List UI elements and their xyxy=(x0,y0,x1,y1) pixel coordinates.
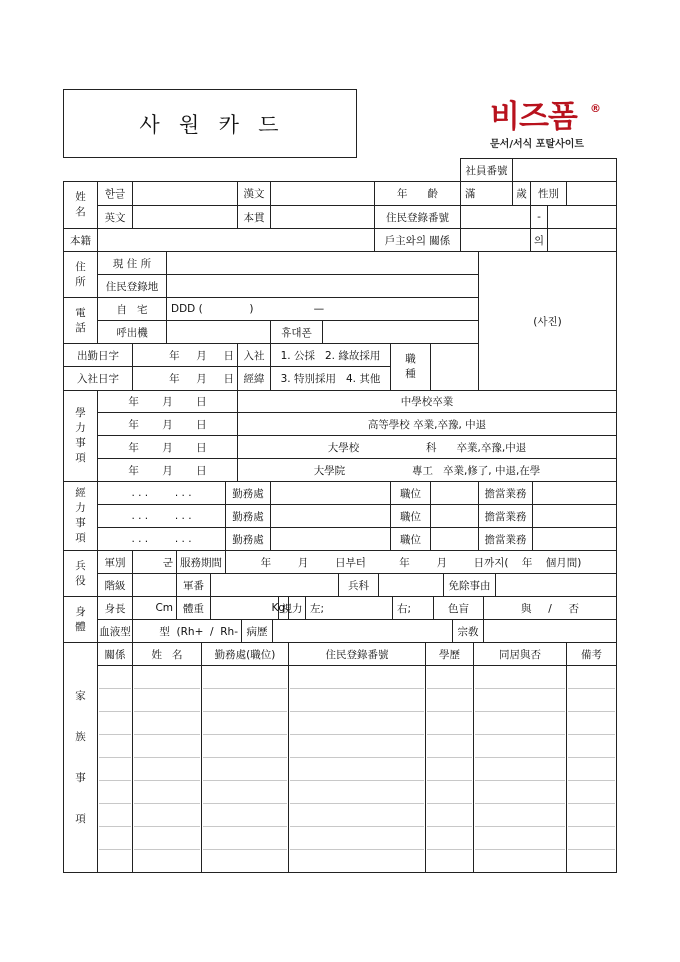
military-label xyxy=(63,550,98,597)
gender-label-text: 性別 xyxy=(538,188,559,200)
education-date-field[interactable] xyxy=(97,435,238,459)
serial-label-text: 軍番 xyxy=(183,579,204,592)
family-row-divider xyxy=(427,757,472,758)
family-row-divider xyxy=(290,734,424,735)
join-route-label-2 xyxy=(237,366,271,391)
family-row-divider xyxy=(134,757,200,758)
join-route-options-1 xyxy=(270,343,391,367)
weight-label-text: 體重 xyxy=(183,602,204,615)
household-relation-label xyxy=(374,228,461,252)
pager-field[interactable] xyxy=(166,320,271,344)
origin-label-text: 本貫 xyxy=(243,211,265,224)
education-row-3[interactable] xyxy=(237,435,617,459)
career-period-field[interactable] xyxy=(97,527,226,551)
vision-label xyxy=(278,596,306,620)
family-header-5 xyxy=(473,642,567,666)
family-header-2-text: 勤務處(職位) xyxy=(214,648,276,661)
join-route-options-2 xyxy=(270,366,391,391)
hanja-name-label xyxy=(237,181,271,206)
colorblind-label xyxy=(433,596,484,620)
join-route-label-1 xyxy=(237,343,271,367)
family-column[interactable] xyxy=(473,665,567,873)
family-row-divider xyxy=(568,734,615,735)
education-date-field-text: 年 月 日 xyxy=(128,396,207,408)
colorblind-field-text: 與 / 否 xyxy=(521,602,579,615)
employee-no-label xyxy=(460,158,513,182)
employee-no-label-text: 社員番號 xyxy=(465,164,508,177)
rrn-label xyxy=(374,205,461,229)
family-row-divider xyxy=(203,826,287,827)
join-route-label-1-text: 入社 xyxy=(243,349,265,362)
career-position-label-text: 職位 xyxy=(400,487,421,500)
career-workplace-field[interactable] xyxy=(270,481,391,505)
attend-date-field-text: 年 月 日 xyxy=(169,349,234,362)
family-row-divider xyxy=(475,757,565,758)
family-row-divider xyxy=(290,688,424,689)
career-workplace-label-text: 勤務處 xyxy=(232,533,264,546)
family-row-divider xyxy=(203,780,287,781)
education-date-field[interactable] xyxy=(97,412,238,436)
pager-label-text: 呼出機 xyxy=(116,326,148,339)
family-header-1 xyxy=(132,642,202,666)
family-header-3 xyxy=(288,642,426,666)
family-header-3-text: 住民登錄番號 xyxy=(325,648,389,661)
weight-label xyxy=(176,596,211,620)
career-workplace-field[interactable] xyxy=(270,527,391,551)
career-period-field-text: . . . . . . xyxy=(131,533,192,545)
gender-label xyxy=(530,181,567,206)
career-duty-label xyxy=(478,504,533,528)
education-row-2-text: 高等學校 卒業,卒豫, 中退 xyxy=(367,418,487,431)
career-label xyxy=(63,481,98,551)
career-position-field[interactable] xyxy=(430,481,479,505)
career-position-label-text: 職位 xyxy=(400,533,421,546)
education-row-2[interactable] xyxy=(237,412,617,436)
hanja-name-label-text: 漢文 xyxy=(243,188,265,200)
career-duty-field[interactable] xyxy=(532,481,617,505)
rrn-dash xyxy=(530,205,548,229)
hanja-name-field[interactable] xyxy=(270,181,375,206)
family-column[interactable] xyxy=(97,665,133,873)
family-column[interactable] xyxy=(425,665,474,873)
family-row-divider xyxy=(427,734,472,735)
rrn-label-text: 住民登錄番號 xyxy=(386,211,449,224)
service-period-label xyxy=(176,550,226,574)
logo-brand: 비즈폼 xyxy=(490,99,577,135)
family-row-divider xyxy=(134,711,200,712)
of-label-text: 의 xyxy=(533,234,545,247)
join-date-label xyxy=(63,366,133,391)
rrn-back-field[interactable] xyxy=(547,205,617,229)
gender-field[interactable] xyxy=(566,181,617,206)
family-row-divider xyxy=(475,688,565,689)
family-row-divider xyxy=(427,826,472,827)
blood-type-label xyxy=(97,619,133,643)
household-relation-field[interactable] xyxy=(460,228,531,252)
family-row-divider xyxy=(568,688,615,689)
family-row-divider xyxy=(290,826,424,827)
blood-type-label-text: 血液型 xyxy=(99,625,131,638)
attend-date-label xyxy=(63,343,133,367)
family-row-divider xyxy=(203,734,287,735)
mobile-field[interactable] xyxy=(322,320,479,344)
weight-field-text: Kg xyxy=(271,602,285,614)
serial-label xyxy=(176,573,211,597)
family-row-divider xyxy=(134,803,200,804)
family-row-divider xyxy=(568,803,615,804)
home-phone-label-text: 自 宅 xyxy=(116,303,148,316)
registered-address-label-text: 住民登錄地 xyxy=(105,280,159,293)
age-label-text: 年 齡 xyxy=(396,188,439,200)
family-row-divider xyxy=(99,757,131,758)
join-route-options-1-text: 1. 公採 2. 緣故採用 xyxy=(280,349,381,362)
origin-field[interactable] xyxy=(270,205,375,229)
blood-type-field[interactable] xyxy=(132,619,242,643)
colorblind-label-text: 色盲 xyxy=(448,602,469,615)
career-label-text: 經力事項 xyxy=(75,487,86,544)
height-field[interactable] xyxy=(132,596,177,620)
career-duty-label-text: 擔當業務 xyxy=(484,533,527,546)
family-header-4 xyxy=(425,642,474,666)
career-position-label xyxy=(390,527,431,551)
join-route-options-2-text: 3. 特別採用 4. 其他 xyxy=(280,373,381,385)
family-row-divider xyxy=(134,826,200,827)
education-row-1-text: 中學校卒業 xyxy=(400,396,454,408)
origin-label xyxy=(237,205,271,229)
height-field-text: Cm xyxy=(155,602,173,614)
family-row-divider xyxy=(290,711,424,712)
employee-no-field[interactable] xyxy=(512,158,617,182)
career-workplace-field[interactable] xyxy=(270,504,391,528)
phone-label xyxy=(63,297,98,344)
family-column[interactable] xyxy=(566,665,617,873)
family-row-divider xyxy=(134,688,200,689)
korean-name-label-text: 한글 xyxy=(104,188,126,200)
education-row-4[interactable] xyxy=(237,458,617,482)
household-relation-field-2[interactable] xyxy=(547,228,617,252)
family-row-divider xyxy=(203,757,287,758)
family-header-4-text: 學歷 xyxy=(439,648,460,661)
education-date-field-text: 年 月 日 xyxy=(128,418,207,431)
rank-label xyxy=(97,573,133,597)
exemption-label-text: 免除事由 xyxy=(448,579,491,592)
career-workplace-label xyxy=(225,527,271,551)
career-duty-field[interactable] xyxy=(532,527,617,551)
family-row-divider xyxy=(203,849,287,850)
career-period-field-text: . . . . . . xyxy=(131,487,192,499)
family-row-divider xyxy=(99,780,131,781)
service-period-field-text: 年 月 日부터 年 月 日까지( 年 個月間) xyxy=(260,556,582,569)
vision-label-text: 視力 xyxy=(281,602,303,615)
family-row-divider xyxy=(290,803,424,804)
career-duty-label-text: 擔當業務 xyxy=(484,510,527,523)
phone-label-text: 電話 xyxy=(75,306,86,334)
family-row-divider xyxy=(203,688,287,689)
career-workplace-label xyxy=(225,481,271,505)
domicile-field[interactable] xyxy=(97,228,375,252)
mobile-label-text: 휴대폰 xyxy=(281,326,312,339)
join-route-label-2-text: 經緯 xyxy=(243,373,265,385)
domicile-label-text: 本籍 xyxy=(70,234,91,247)
family-row-divider xyxy=(427,803,472,804)
medical-history-label xyxy=(241,619,273,643)
family-row-divider xyxy=(203,711,287,712)
family-row-divider xyxy=(99,826,131,827)
family-row-divider xyxy=(475,734,565,735)
medical-history-field[interactable] xyxy=(272,619,453,643)
join-date-field-text: 年 月 日 xyxy=(169,373,234,385)
specialty-field[interactable] xyxy=(378,573,444,597)
mobile-label xyxy=(270,320,323,344)
home-phone-field[interactable] xyxy=(166,297,479,321)
branch-field[interactable] xyxy=(132,550,177,574)
blood-type-field-text: 型 (Rh+ / Rh- xyxy=(159,625,238,638)
family-row-divider xyxy=(568,757,615,758)
medical-history-label-text: 病歷 xyxy=(246,625,268,638)
rank-label-text: 階級 xyxy=(104,579,126,592)
branch-field-text: 군 xyxy=(162,556,173,569)
family-row-divider xyxy=(568,711,615,712)
vision-left-field[interactable] xyxy=(305,596,393,620)
english-name-label-text: 英文 xyxy=(104,211,126,224)
rank-field[interactable] xyxy=(132,573,177,597)
career-position-label-text: 職位 xyxy=(400,510,421,523)
education-row-3-text: 大學校 科 卒業,卒豫,中退 xyxy=(327,441,527,454)
bizforms-logo xyxy=(490,100,610,150)
family-row-divider xyxy=(99,734,131,735)
family-row-divider xyxy=(427,780,472,781)
career-position-field[interactable] xyxy=(430,527,479,551)
family-column[interactable] xyxy=(201,665,289,873)
service-period-label-text: 服務期間 xyxy=(180,556,222,569)
join-date-label-text: 入社日字 xyxy=(77,373,119,385)
rrn-dash-text: - xyxy=(537,211,541,223)
name-label-text: 姓名 xyxy=(75,191,86,218)
branch-label xyxy=(97,550,133,574)
family-header-1-text: 姓 名 xyxy=(151,648,183,661)
religion-label xyxy=(452,619,484,643)
korean-name-label xyxy=(97,181,133,206)
family-header-5-text: 同居與否 xyxy=(499,648,541,661)
job-type-label xyxy=(390,343,431,391)
photo-box[interactable] xyxy=(478,251,617,391)
address-label xyxy=(63,251,98,298)
family-row-divider xyxy=(427,711,472,712)
vision-right-field[interactable] xyxy=(392,596,434,620)
family-label-text: 家族事項 xyxy=(75,689,86,825)
family-header-2 xyxy=(201,642,289,666)
domicile-label xyxy=(63,228,98,252)
current-address-label-text: 現 住 所 xyxy=(112,257,152,270)
family-column[interactable] xyxy=(288,665,426,873)
serial-field[interactable] xyxy=(210,573,339,597)
logo-tagline: 문서/서식 포탈사이트 xyxy=(490,139,585,150)
age-field-text: 滿 xyxy=(465,188,476,200)
pager-label xyxy=(97,320,167,344)
korean-name-field[interactable] xyxy=(132,181,238,206)
education-date-field[interactable] xyxy=(97,458,238,482)
home-phone-label xyxy=(97,297,167,321)
career-workplace-label-text: 勤務處 xyxy=(232,510,264,523)
body-label-text: 身體 xyxy=(75,605,86,633)
years-label-text: 歲 xyxy=(516,188,527,200)
age-field[interactable] xyxy=(460,181,513,206)
family-column[interactable] xyxy=(132,665,202,873)
family-label xyxy=(63,642,98,873)
english-name-label xyxy=(97,205,133,229)
family-row-divider xyxy=(568,849,615,850)
family-row-divider xyxy=(203,803,287,804)
exemption-field[interactable] xyxy=(495,573,617,597)
family-row-divider xyxy=(290,757,424,758)
education-label xyxy=(63,390,98,482)
family-row-divider xyxy=(134,734,200,735)
career-period-field[interactable] xyxy=(97,504,226,528)
registered-address-label xyxy=(97,274,167,298)
of-label xyxy=(530,228,548,252)
family-row-divider xyxy=(475,826,565,827)
current-address-label xyxy=(97,251,167,275)
family-header-6 xyxy=(566,642,617,666)
years-label xyxy=(512,181,531,206)
family-row-divider xyxy=(290,780,424,781)
career-position-field[interactable] xyxy=(430,504,479,528)
family-row-divider xyxy=(134,780,200,781)
document-title: 사 원 카 드 xyxy=(63,89,357,158)
career-duty-label xyxy=(478,527,533,551)
registered-address-field[interactable] xyxy=(166,274,479,298)
family-row-divider xyxy=(427,849,472,850)
home-phone-field-text: DDD ( ) — xyxy=(171,303,325,315)
specialty-label xyxy=(338,573,379,597)
family-header-0 xyxy=(97,642,133,666)
household-relation-label-text: 戶主와의 關係 xyxy=(384,234,451,247)
career-duty-label xyxy=(478,481,533,505)
height-label-text: 身長 xyxy=(104,602,126,615)
education-date-field[interactable] xyxy=(97,390,238,413)
religion-field[interactable] xyxy=(483,619,617,643)
family-row-divider xyxy=(99,849,131,850)
registered-mark: ® xyxy=(590,102,601,115)
family-row-divider xyxy=(99,688,131,689)
join-date-field[interactable] xyxy=(132,366,238,391)
photo-box-text: (사진) xyxy=(533,315,562,328)
family-row-divider xyxy=(134,849,200,850)
family-header-6-text: 備考 xyxy=(581,648,602,661)
education-date-field-text: 年 月 日 xyxy=(128,441,207,454)
family-row-divider xyxy=(427,688,472,689)
career-duty-field[interactable] xyxy=(532,504,617,528)
career-workplace-label xyxy=(225,504,271,528)
education-label-text: 學力事項 xyxy=(75,407,86,464)
religion-label-text: 宗敎 xyxy=(457,625,479,638)
name-label xyxy=(63,181,98,229)
current-address-field[interactable] xyxy=(166,251,479,275)
attend-date-field[interactable] xyxy=(132,343,238,367)
family-row-divider xyxy=(475,711,565,712)
family-row-divider xyxy=(475,780,565,781)
body-label xyxy=(63,596,98,643)
education-row-4-text: 大學院 專工 卒業,修了, 中退,在學 xyxy=(313,464,541,477)
family-row-divider xyxy=(475,803,565,804)
job-type-label-text: 職種 xyxy=(405,353,416,380)
family-row-divider xyxy=(99,711,131,712)
family-row-divider xyxy=(568,780,615,781)
vision-right-field-text: 右; xyxy=(397,602,412,615)
education-row-1[interactable] xyxy=(237,390,617,413)
family-row-divider xyxy=(568,826,615,827)
career-duty-label-text: 擔當業務 xyxy=(484,487,527,500)
address-label-text: 住所 xyxy=(75,260,86,288)
specialty-label-text: 兵科 xyxy=(348,579,369,592)
age-label xyxy=(374,181,461,206)
english-name-field[interactable] xyxy=(132,205,238,229)
service-period-field[interactable] xyxy=(225,550,617,574)
job-type-field[interactable] xyxy=(430,343,479,391)
career-workplace-label-text: 勤務處 xyxy=(232,487,264,500)
family-header-0-text: 關係 xyxy=(104,648,126,661)
colorblind-field[interactable] xyxy=(483,596,617,620)
career-period-field-text: . . . . . . xyxy=(131,510,192,522)
military-label-text: 兵役 xyxy=(75,559,86,587)
education-date-field-text: 年 月 日 xyxy=(128,464,207,477)
career-position-label xyxy=(390,481,431,505)
career-period-field[interactable] xyxy=(97,481,226,505)
height-label xyxy=(97,596,133,620)
vision-left-field-text: 左; xyxy=(310,602,325,615)
family-row-divider xyxy=(290,849,424,850)
exemption-label xyxy=(443,573,496,597)
rrn-front-field[interactable] xyxy=(460,205,531,229)
branch-label-text: 軍別 xyxy=(104,556,126,569)
family-row-divider xyxy=(475,849,565,850)
career-position-label xyxy=(390,504,431,528)
family-row-divider xyxy=(99,803,131,804)
attend-date-label-text: 出勤日字 xyxy=(77,349,119,362)
